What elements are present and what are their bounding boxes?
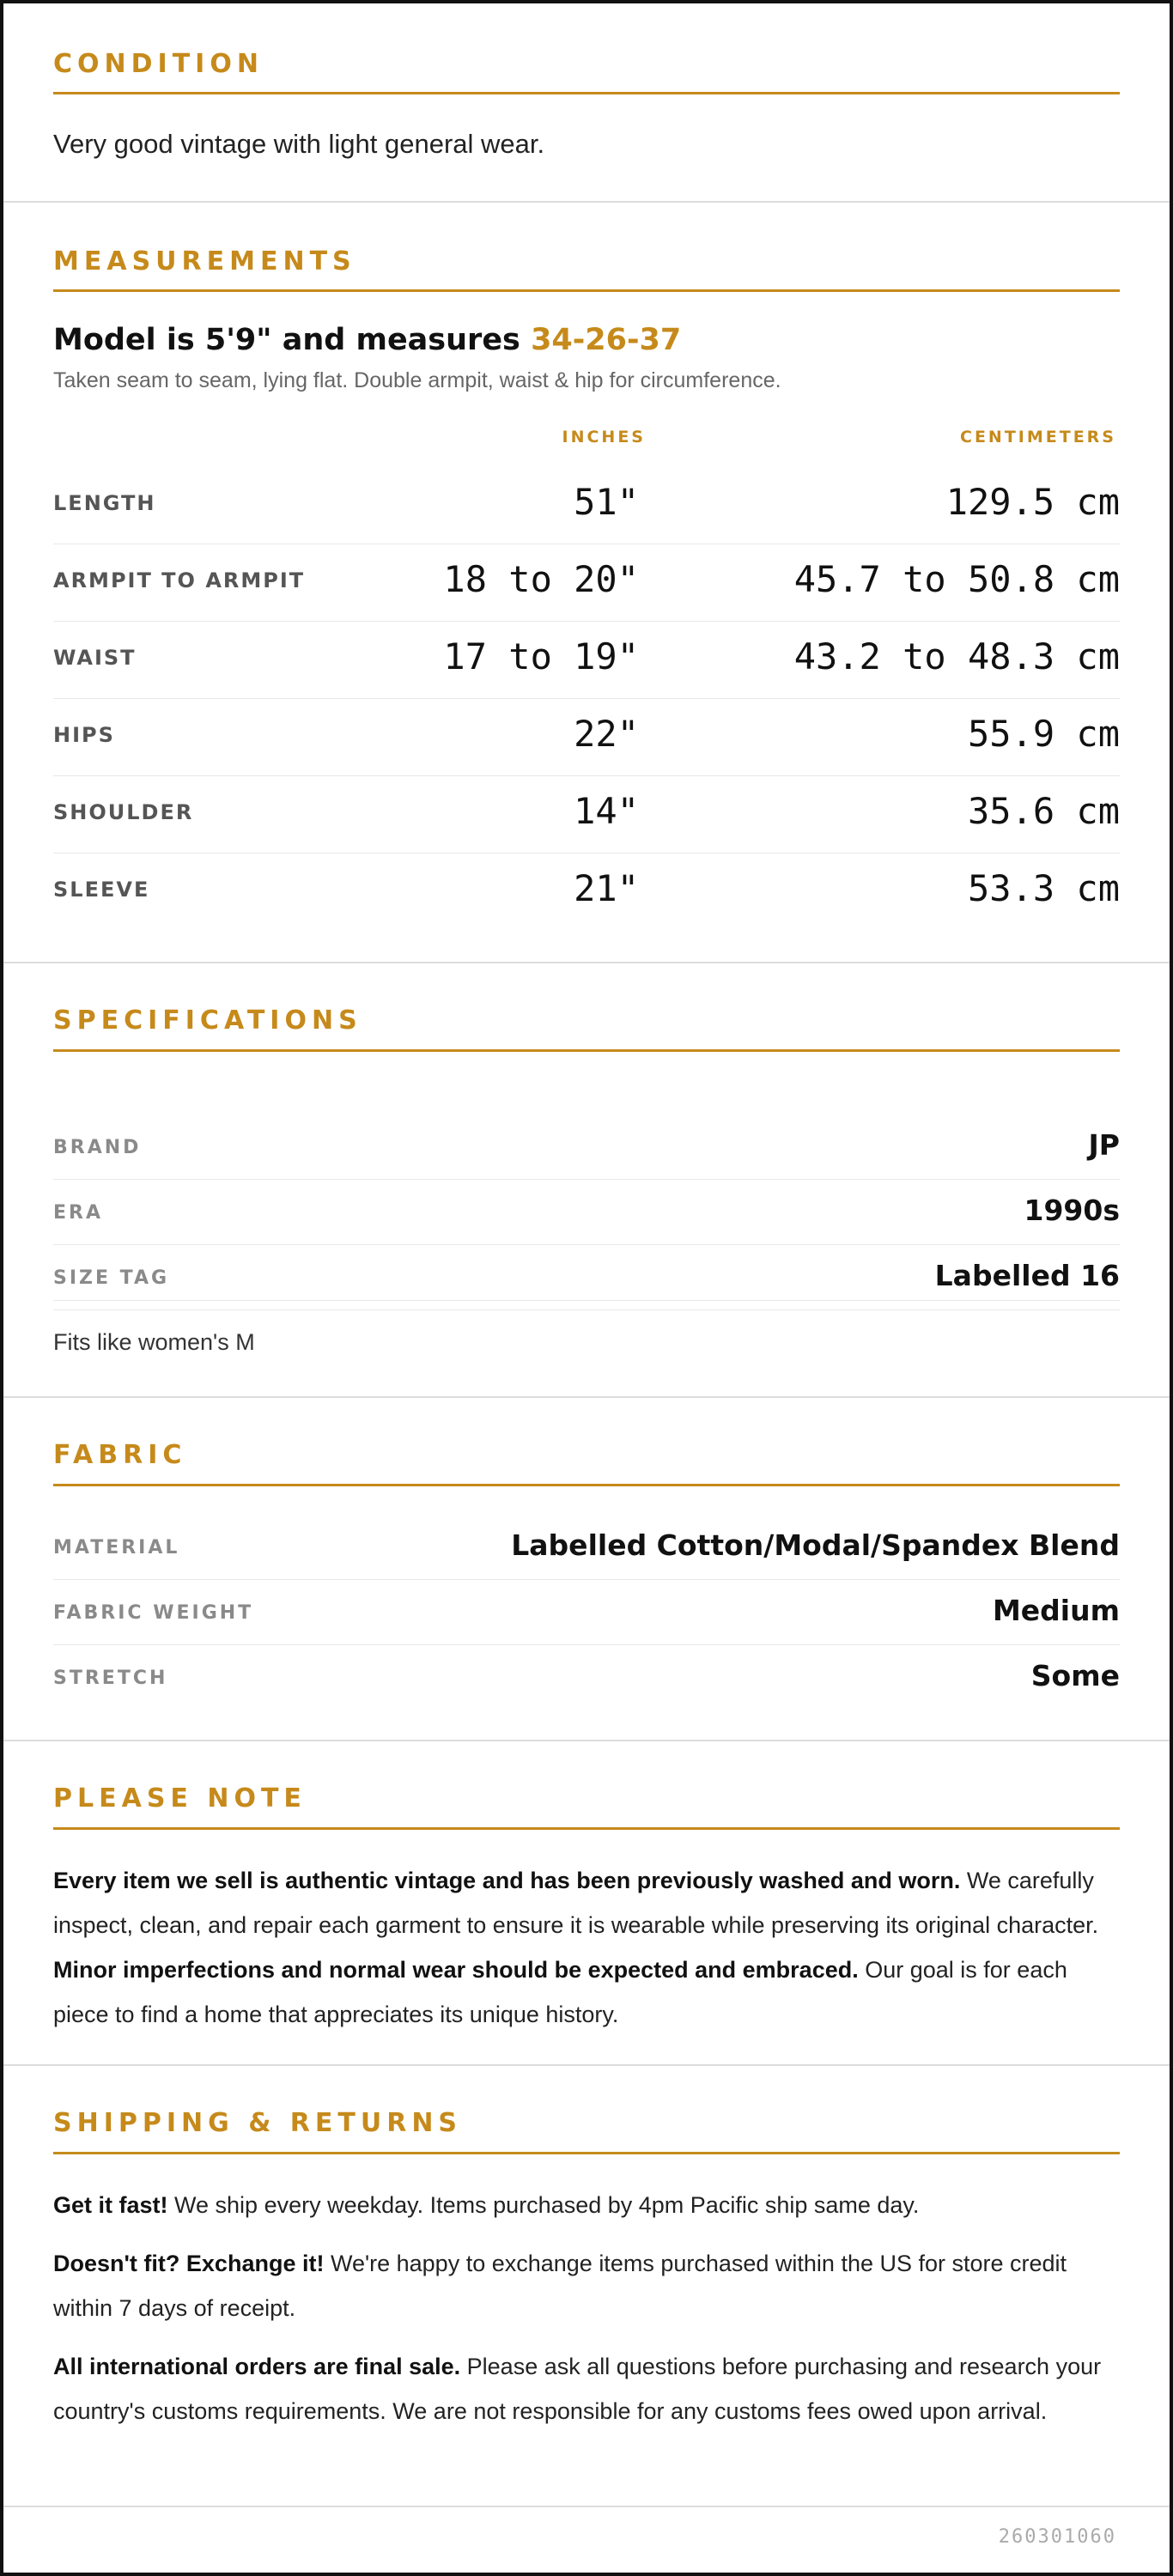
measurement-label: LENGTH — [53, 491, 156, 515]
shipping-text-3: Please ask all questions before purchasing and research your country's customs requirements. We are not responsible for any customs fees owed upon arrival. — [53, 2354, 1102, 2424]
measurement-inches: 21" — [574, 867, 639, 909]
shipping-paragraph-3 — [53, 2344, 1123, 2433]
measurement-label: WAIST — [53, 646, 137, 670]
measurement-inches: 17 to 19" — [443, 635, 639, 677]
measurement-inches: 18 to 20" — [443, 558, 639, 600]
measurement-cm: 129.5 cm — [945, 481, 1120, 523]
measurements-rule — [53, 289, 1120, 292]
model-measures-heading — [53, 321, 681, 359]
shipping-bold-3: All international orders are final sale. — [53, 2354, 461, 2379]
measurements-section — [3, 203, 1170, 963]
fabric-rule — [53, 1484, 1120, 1486]
measurements-title: MEASUREMENTS — [53, 246, 356, 276]
fit-note: Fits like women's M — [53, 1329, 255, 1355]
spec-label: BRAND — [53, 1137, 142, 1158]
measurement-cm: 43.2 to 48.3 cm — [793, 635, 1120, 677]
fabric-row — [53, 1515, 1120, 1580]
shipping-paragraph-1 — [53, 2183, 1123, 2227]
measurement-cm: 35.6 cm — [967, 790, 1120, 832]
model-prefix: Model is 5'9" and measures — [53, 323, 532, 357]
note-text-2: Our goal is for each piece to find a home that appreciates its unique history. — [53, 1957, 1067, 2027]
shipping-bold-1: Get it fast! — [53, 2192, 168, 2218]
fabric-row — [53, 1580, 1120, 1645]
fabric-title: FABRIC — [53, 1440, 187, 1470]
spec-value: 1990s — [1024, 1194, 1120, 1227]
measurement-inches: 14" — [574, 790, 639, 832]
measurement-row — [53, 776, 1120, 854]
shipping-section — [3, 2066, 1170, 2507]
shipping-bold-2: Doesn't fit? Exchange it! — [53, 2251, 325, 2276]
measurement-label: SHOULDER — [53, 800, 194, 824]
measurement-row — [53, 544, 1120, 622]
measurement-row — [53, 699, 1120, 776]
fit-note-divider — [53, 1300, 1120, 1301]
fabric-row — [53, 1645, 1120, 1710]
measurement-cm: 55.9 cm — [967, 713, 1120, 755]
fabric-value: Some — [1030, 1659, 1120, 1692]
note-bold-2: Minor imperfections and normal wear should be expected and embraced. — [53, 1957, 859, 1983]
specifications-rule — [53, 1049, 1120, 1052]
fabric-label: FABRIC WEIGHT — [53, 1602, 254, 1624]
fabric-value: Labelled Cotton/Modal/Spandex Blend — [511, 1528, 1120, 1562]
centimeters-column-header: CENTIMETERS — [960, 428, 1116, 447]
condition-section — [3, 3, 1170, 203]
fabric-value: Medium — [992, 1594, 1120, 1627]
product-code: 260301060 — [998, 2526, 1116, 2548]
spec-value: Labelled 16 — [934, 1259, 1120, 1292]
measurement-label: ARMPIT TO ARMPIT — [53, 568, 306, 592]
spec-row — [53, 1180, 1120, 1245]
shipping-text-2: We're happy to exchange items purchased within the US for store credit within 7 days of receipt. — [53, 2251, 1067, 2321]
please-note-rule — [53, 1827, 1120, 1830]
fabric-section — [3, 1398, 1170, 1741]
measurement-inches: 51" — [574, 481, 639, 523]
measurement-label: SLEEVE — [53, 878, 150, 902]
measurement-label: HIPS — [53, 723, 115, 747]
measurement-inches: 22" — [574, 713, 639, 755]
please-note-title: PLEASE NOTE — [53, 1783, 307, 1814]
spec-label: SIZE TAG — [53, 1267, 170, 1289]
condition-rule — [53, 92, 1120, 94]
shipping-title: SHIPPING & RETURNS — [53, 2108, 463, 2138]
please-note-section — [3, 1741, 1170, 2066]
condition-title: CONDITION — [53, 49, 264, 79]
fabric-label: MATERIAL — [53, 1537, 180, 1558]
condition-text: Very good vintage with light general wear. — [53, 129, 545, 159]
fabric-label: STRETCH — [53, 1668, 168, 1689]
please-note-text — [53, 1858, 1123, 2037]
measurements-subtitle: Taken seam to seam, lying flat. Double armpit, waist & hip for circumference. — [53, 368, 781, 392]
model-measures-value: 34-26-37 — [531, 323, 682, 357]
measurement-cm: 53.3 cm — [967, 867, 1120, 909]
note-bold-1: Every item we sell is authentic vintage and has been previously washed and worn. — [53, 1868, 961, 1893]
specifications-title: SPECIFICATIONS — [53, 1005, 362, 1036]
shipping-text-1: We ship every weekday. Items purchased by 4pm Pacific ship same day. — [167, 2192, 920, 2218]
specifications-section — [3, 963, 1170, 1398]
note-text-1: We carefully inspect, clean, and repair each garment to ensure it is wearable while preserving its original character. — [53, 1868, 1099, 1938]
measurement-row — [53, 622, 1120, 699]
measurement-row — [53, 854, 1120, 931]
spec-row — [53, 1115, 1120, 1180]
spec-label: ERA — [53, 1202, 103, 1224]
measurement-row — [53, 467, 1120, 544]
inches-column-header: INCHES — [562, 428, 646, 447]
spec-value: JP — [1088, 1128, 1120, 1162]
shipping-paragraph-2 — [53, 2241, 1123, 2330]
measurement-cm: 45.7 to 50.8 cm — [793, 558, 1120, 600]
shipping-rule — [53, 2152, 1120, 2154]
